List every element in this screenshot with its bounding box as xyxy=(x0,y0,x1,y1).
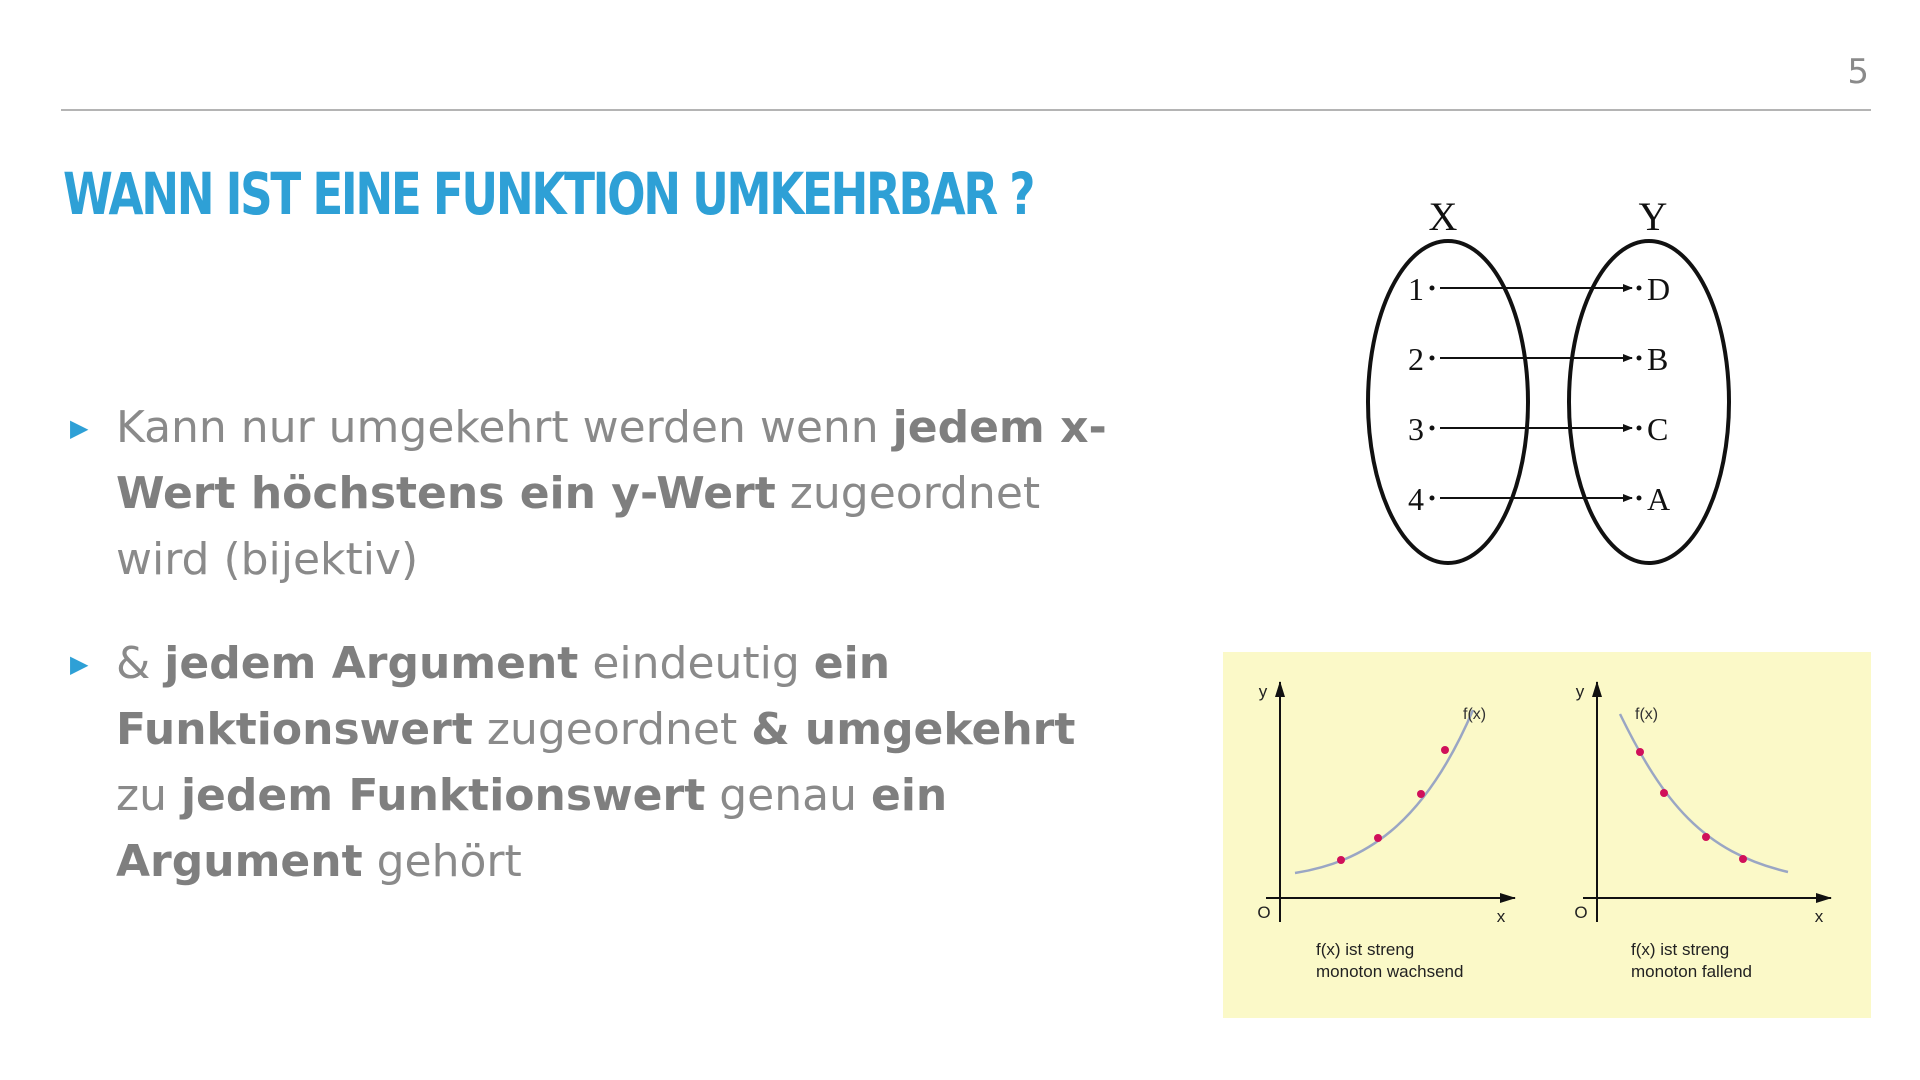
bullet-item xyxy=(70,395,1120,593)
curve-point xyxy=(1441,746,1449,754)
curve-point xyxy=(1660,789,1668,797)
bullet-triangle-icon: ▶ xyxy=(70,414,89,442)
curve-point xyxy=(1702,833,1710,841)
domain-element: 1 xyxy=(1408,271,1424,307)
header-divider xyxy=(61,109,1871,111)
bullet-item xyxy=(70,631,1120,895)
bullet-text-part: Kann nur umgekehrt werden wenn xyxy=(116,402,893,453)
domain-point xyxy=(1430,356,1435,361)
origin-label: O xyxy=(1574,903,1588,922)
bullet-text-part: zugeordnet xyxy=(472,704,752,755)
graph-caption-line: monoton wachsend xyxy=(1316,962,1464,981)
bullet-text-bold: ein Funktionswert xyxy=(116,638,891,755)
mapping-diagram xyxy=(1340,190,1750,580)
monotonic-graphs xyxy=(1223,652,1871,1018)
page-number: 5 xyxy=(1847,52,1869,92)
codomain-element: A xyxy=(1647,481,1671,517)
curve-label: f(x) xyxy=(1463,706,1487,723)
codomain-element: B xyxy=(1647,341,1669,377)
y-axis-label: y xyxy=(1258,682,1268,701)
domain-element: 2 xyxy=(1408,341,1424,377)
codomain-point xyxy=(1637,426,1642,431)
codomain-point xyxy=(1637,356,1642,361)
curve-point xyxy=(1739,855,1747,863)
bullet-list xyxy=(70,395,1120,933)
curve-point xyxy=(1636,748,1644,756)
bullet-text xyxy=(116,638,1075,887)
bullet-text-part: gehört xyxy=(362,836,522,887)
set-x-label: X xyxy=(1428,194,1458,239)
x-axis-label: x xyxy=(1496,907,1506,926)
bullet-text-bold: jedem Argument xyxy=(164,638,579,689)
graph-caption-line: f(x) ist streng xyxy=(1631,940,1730,959)
bullet-text-bold: jedem Funktionswert xyxy=(180,770,706,821)
slide-title: WANN IST EINE FUNKTION UMKEHRBAR ? xyxy=(63,160,1034,228)
codomain-element: D xyxy=(1647,271,1671,307)
domain-set-ellipse xyxy=(1368,241,1528,563)
set-y-label: Y xyxy=(1638,194,1668,239)
bullet-text-bold: jedem x-Wert höchstens ein y-Wert xyxy=(116,402,1107,519)
origin-label: O xyxy=(1257,903,1271,922)
x-axis-label: x xyxy=(1814,907,1824,926)
graph-caption-line: monoton fallend xyxy=(1631,962,1752,981)
bullet-triangle-icon: ▶ xyxy=(70,650,89,678)
bullet-text-part: zu xyxy=(116,770,181,821)
curve-label: f(x) xyxy=(1635,706,1659,723)
curve-point xyxy=(1337,856,1345,864)
domain-point xyxy=(1430,496,1435,501)
bullet-text-bold: ein Argument xyxy=(116,770,948,887)
codomain-point xyxy=(1637,496,1642,501)
curve-point xyxy=(1417,790,1425,798)
bullet-text-bold: & umgekehrt xyxy=(751,704,1076,755)
domain-element: 3 xyxy=(1408,411,1424,447)
domain-point xyxy=(1430,286,1435,291)
bullet-text-part: genau xyxy=(705,770,871,821)
domain-element: 4 xyxy=(1408,481,1424,517)
codomain-point xyxy=(1637,286,1642,291)
bullet-text xyxy=(116,402,1107,585)
y-axis-label: y xyxy=(1575,682,1585,701)
bullet-text-part: zugeordnet wird (bijektiv) xyxy=(116,468,1041,585)
codomain-element: C xyxy=(1647,411,1669,447)
graph-caption-line: f(x) ist streng xyxy=(1316,940,1415,959)
bullet-text-part: & xyxy=(116,638,165,689)
curve-point xyxy=(1374,834,1382,842)
bullet-text-part: eindeutig xyxy=(578,638,814,689)
domain-point xyxy=(1430,426,1435,431)
